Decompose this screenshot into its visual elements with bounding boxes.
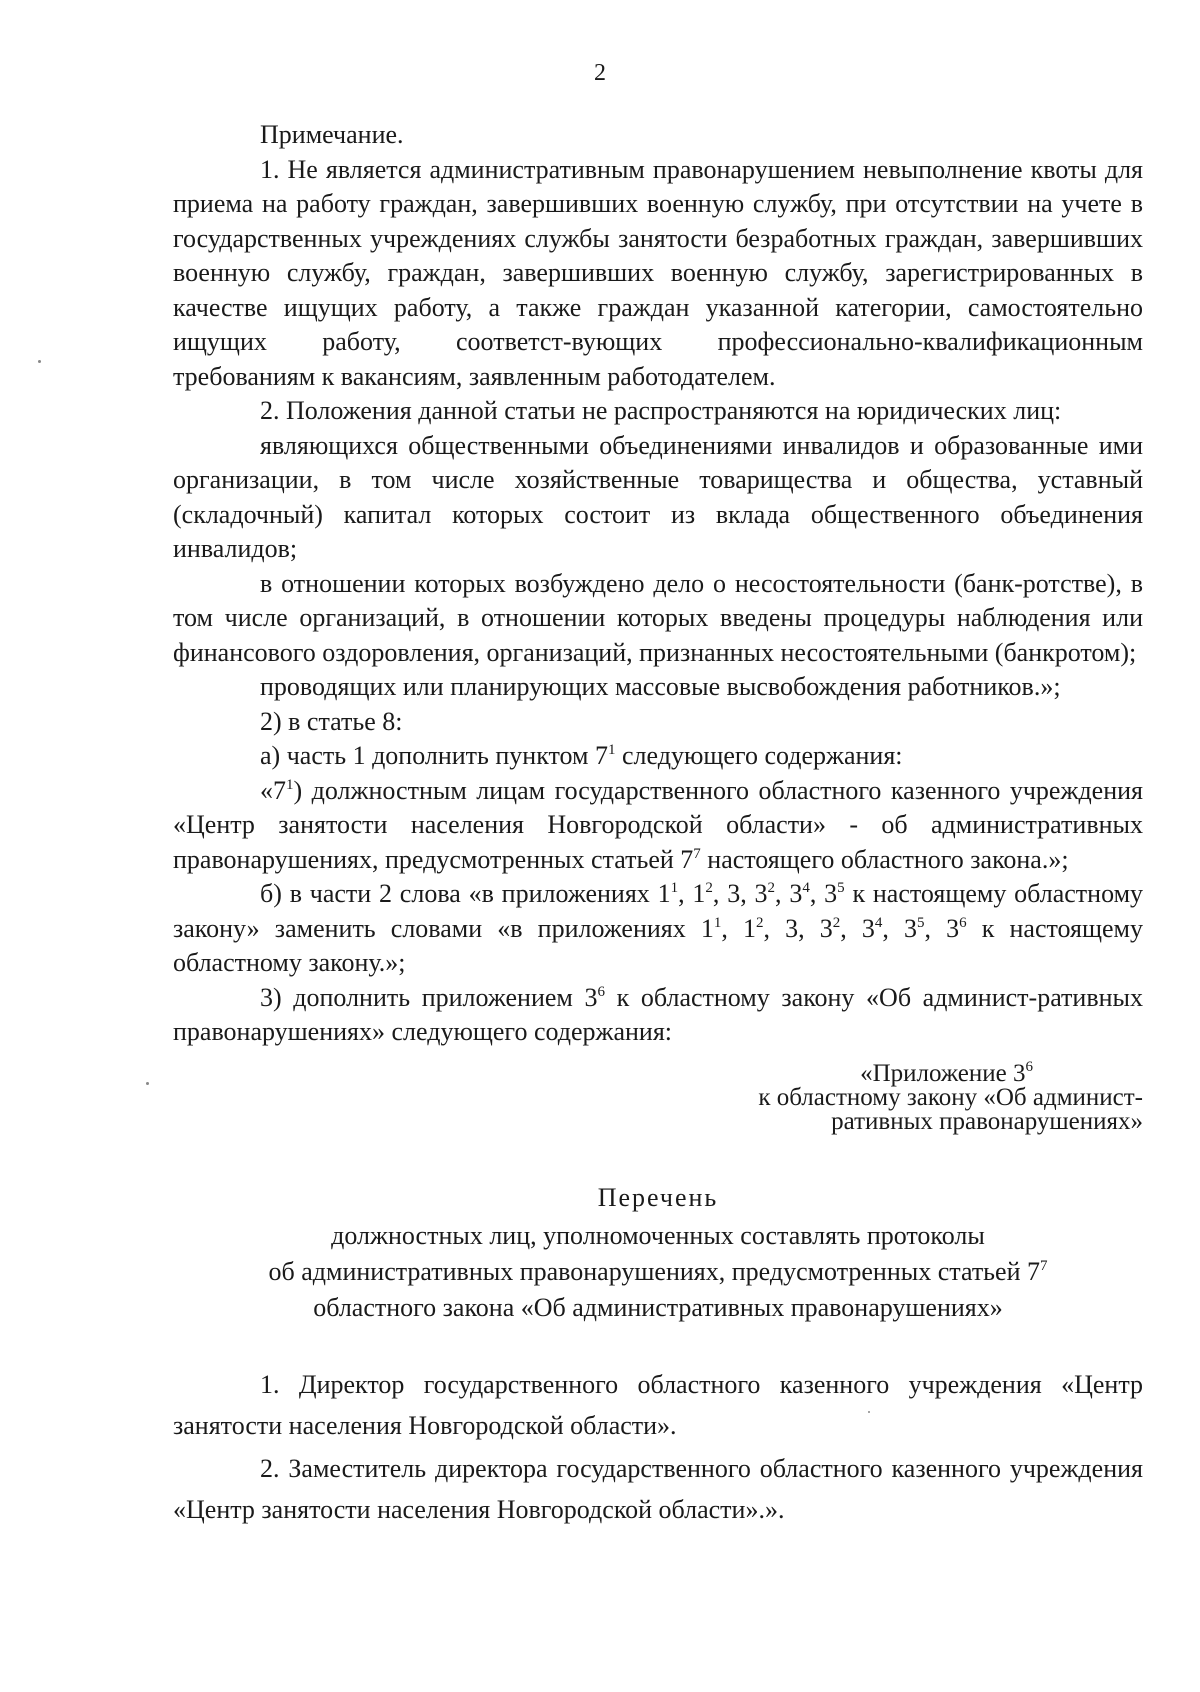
item-2-b: б) в части 2 слова «в приложениях $1^1$, $1^2$, 3, $3^2$, $3^4$, $3^5$ к настоящему областному закону» заменить словами «в приложениях $1^1$, $1^2$, 3, $3^2$, $3^4$, $3^5$, $3^6$ к настоящему областному закону.»; — [173, 879, 1144, 977]
appendix-caption-line-2: к областному закону «Об админист- — [758, 1083, 1143, 1111]
note-paragraph-2: 2. Положения данной статьи не распространяются на юридических лиц: — [260, 396, 1062, 425]
note-paragraph-2-c: проводящих или планирующих массовые высвобождения работников.»; — [260, 672, 1061, 701]
item-2-a-quote: «$7^1$) должностным лицам государственного областного казенного учреждения «Центр занятости населения Новгородской области» - об административных правонарушениях, предусмотренных статьей $7^7$ настоящего областного закона.»; — [173, 775, 1143, 874]
item-2-a: а) часть 1 дополнить пунктом $7^1$ следующего содержания: — [260, 741, 903, 770]
list-item-2: 2. Заместитель директора государственного областного казенного учреждения «Центр занятости населения Новгородской области».». — [173, 1453, 1143, 1524]
page-number: 2 — [594, 60, 606, 86]
list-heading-title: Перечень — [597, 1182, 719, 1212]
scan-speck — [38, 360, 41, 363]
note-heading: Примечание. — [260, 120, 404, 149]
note-paragraph-2-b: в отношении которых возбуждено дело о несостоятельности (банк-ротстве), в том числе организаций, в отношении которых введены процедуры наблюдения или финансового оздоровления, организаций, признанных несостоятельными (банкротом); — [173, 568, 1143, 667]
officials-list — [173, 1364, 1143, 1530]
list-heading-line-2: об административных правонарушениях, предусмотренных статьей $7^7$ — [268, 1256, 1048, 1286]
appendix-caption-line-1: «Приложение $3^6$ — [860, 1058, 1033, 1087]
list-heading — [173, 1180, 1143, 1326]
item-2: 2) в статье 8: — [260, 706, 403, 736]
list-heading-line-1: должностных лиц, уполномоченных составлять протоколы — [331, 1220, 985, 1250]
item-3: 3) дополнить приложением $3^6$ к областному закону «Об админист-ративных правонарушениях» следующего содержания: — [173, 982, 1143, 1046]
appendix-caption — [173, 1058, 1143, 1135]
note-paragraph-2-a: являющихся общественными объединениями инвалидов и образованные ими организации, в том числе хозяйственные товарищества и общества, уставный (складочный) капитал которых состоит из вклада общественного объединения инвалидов; — [173, 430, 1143, 563]
document-body — [173, 118, 1143, 1532]
appendix-caption-line-3: ративных правонарушениях» — [831, 1107, 1143, 1135]
list-item-1: 1. Директор государственного областного казенного учреждения «Центр занятости населения Новгородской области». — [173, 1369, 1143, 1440]
note-paragraph-1: 1. Не является административным правонарушением невыполнение квоты для приема на работу граждан, завершивших военную службу, при отсутствии на учете в государственных учреждениях службы занятости безработных граждан, завершивших военную службу, граждан, завершивших военную службу, зарегистрированных в качестве ищущих работу, а также граждан указанной категории, самостоятельно ищущих работу, соответст-вующих профессионально-квалификационным требованиям к вакансиям, заявленным работодателем. — [173, 154, 1143, 391]
list-heading-line-3: областного закона «Об административных правонарушениях» — [313, 1292, 1003, 1322]
scan-speck — [868, 1411, 870, 1413]
scan-speck — [146, 1082, 149, 1085]
